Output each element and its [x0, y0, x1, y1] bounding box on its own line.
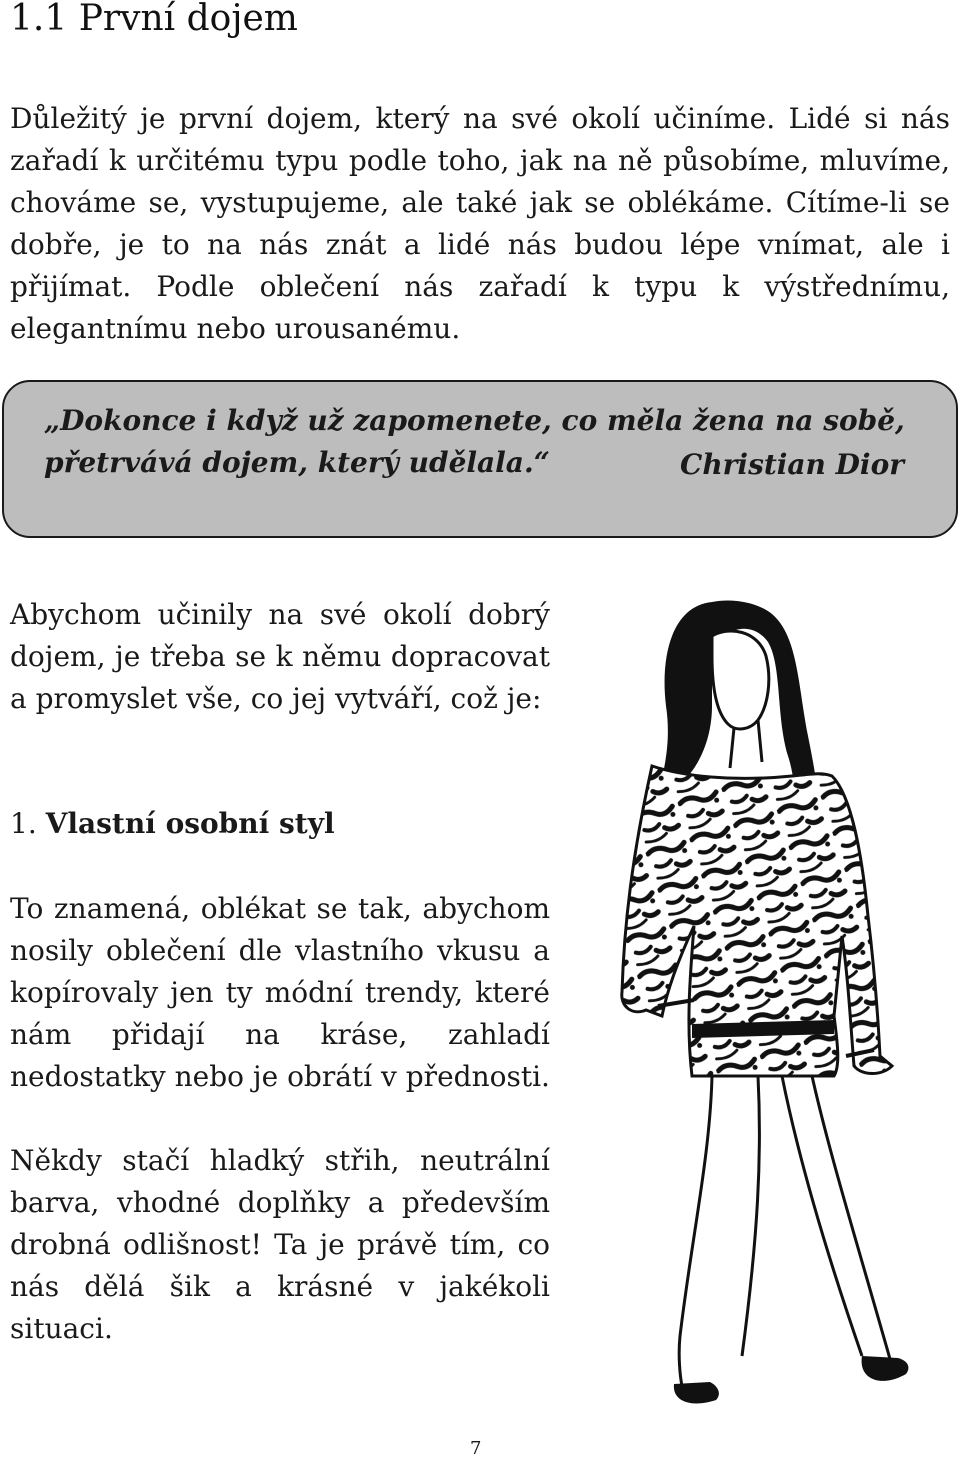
section-title: 1.1 První dojem [10, 0, 298, 39]
subsection-heading [10, 803, 335, 845]
legs [679, 1076, 892, 1386]
subsection-number: 1. [10, 807, 37, 840]
paragraph-personal-style: To znamená, oblékat se tak, abychom nosily oblečení dle vlastního vkusu a kopírovaly jen ty módní trendy, které nám přidají na kráse, zahladí nedostatky nebo je obrátí v přednosti. [10, 892, 550, 1093]
right-shoe [862, 1356, 909, 1381]
quote-author: Christian Dior [680, 448, 904, 481]
subsection-title: Vlastní osobní styl [45, 807, 335, 840]
paragraph-first-impression: Abychom učinily na své okolí dobrý dojem, je třeba se k němu dopracovat a promyslet vše, co jej vytváří, což je: [10, 598, 550, 715]
quote-text: „Dokonce i když už zapomenete, co měla žena na sobě, přetrvává dojem, který udělala.“ [44, 404, 905, 479]
fashion-illustration [562, 596, 946, 1426]
face [712, 631, 769, 729]
paragraph-details: Někdy stačí hladký střih, neutrální barva, vhodné doplňky a především drobná odlišnost! Ta je právě tím, co nás dělá šik a krásné v jakékoli situaci. [10, 1144, 550, 1345]
quote-box [2, 380, 958, 538]
page-number: 7 [470, 1438, 482, 1459]
intro-paragraph: Důležitý je první dojem, který na své okolí učiníme. Lidé si nás zařadí k určitému typu podle toho, jak na ně působíme, mluvíme, chováme se, vystupujeme, ale také jak se oblékáme. Cítíme-li se dobře, je to na nás znát a lidé nás budou lépe vnímat, ale i přijímat. Podle oblečení nás zařadí k typu k výstřednímu, elegantnímu nebo urousanému. [10, 102, 950, 345]
left-shoe [674, 1382, 719, 1403]
